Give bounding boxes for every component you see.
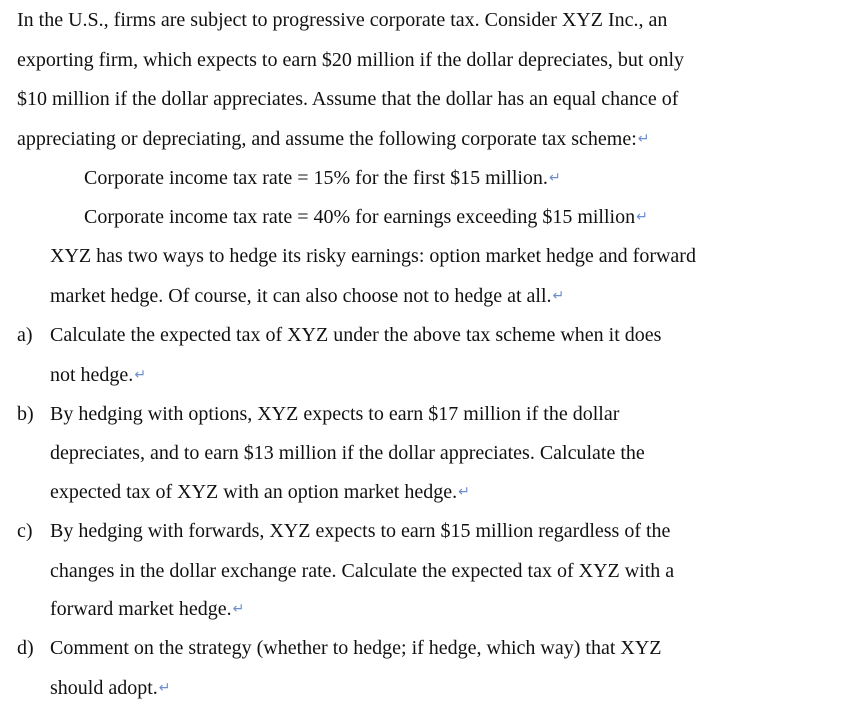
return-arrow-icon: ↵	[548, 170, 561, 186]
question-label: c)	[17, 520, 33, 542]
intro-line: exporting firm, which expects to earn $20 million if the dollar depreciates, but only	[17, 49, 685, 71]
question-label: d)	[17, 637, 34, 659]
intro-line: In the U.S., firms are subject to progressive corporate tax. Consider XYZ Inc., an	[17, 9, 668, 31]
question-label: a)	[17, 324, 33, 346]
return-arrow-icon: ↵	[636, 209, 648, 225]
question-line: forward market hedge.↵	[50, 598, 245, 620]
question-line: depreciates, and to earn $13 million if the dollar appreciates. Calculate the	[50, 442, 645, 464]
question-line: changes in the dollar exchange rate. Calculate the expected tax of XYZ with a	[50, 560, 675, 582]
tax-scheme-line: Corporate income tax rate = 15% for the first $15 million.↵	[84, 167, 561, 189]
question-line: By hedging with options, XYZ expects to earn $17 million if the dollar	[50, 403, 620, 425]
return-arrow-icon: ↵	[232, 601, 245, 617]
return-arrow-icon: ↵	[134, 367, 147, 383]
return-arrow-icon: ↵	[637, 131, 650, 147]
return-arrow-icon: ↵	[552, 288, 565, 304]
tax-scheme-line: Corporate income tax rate = 40% for earnings exceeding $15 million↵	[84, 206, 648, 228]
question-label: b)	[17, 403, 34, 425]
hedge-intro-line: XYZ has two ways to hedge its risky earnings: option market hedge and forward	[50, 245, 696, 267]
intro-line: appreciating or depreciating, and assume the following corporate tax scheme:↵	[17, 128, 650, 150]
return-arrow-icon: ↵	[458, 484, 470, 500]
hedge-intro-line: market hedge. Of course, it can also choose not to hedge at all.↵	[50, 285, 565, 307]
question-line: Comment on the strategy (whether to hedge; if hedge, which way) that XYZ	[50, 637, 662, 659]
question-line: By hedging with forwards, XYZ expects to earn $15 million regardless of the	[50, 520, 671, 542]
intro-line: $10 million if the dollar appreciates. Assume that the dollar has an equal chance of	[17, 88, 679, 110]
question-line: not hedge.↵	[50, 364, 147, 386]
return-arrow-icon: ↵	[158, 680, 171, 696]
question-line: should adopt.↵	[50, 677, 171, 699]
question-line: Calculate the expected tax of XYZ under the above tax scheme when it does	[50, 324, 662, 346]
question-line: expected tax of XYZ with an option market hedge.↵	[50, 481, 470, 503]
